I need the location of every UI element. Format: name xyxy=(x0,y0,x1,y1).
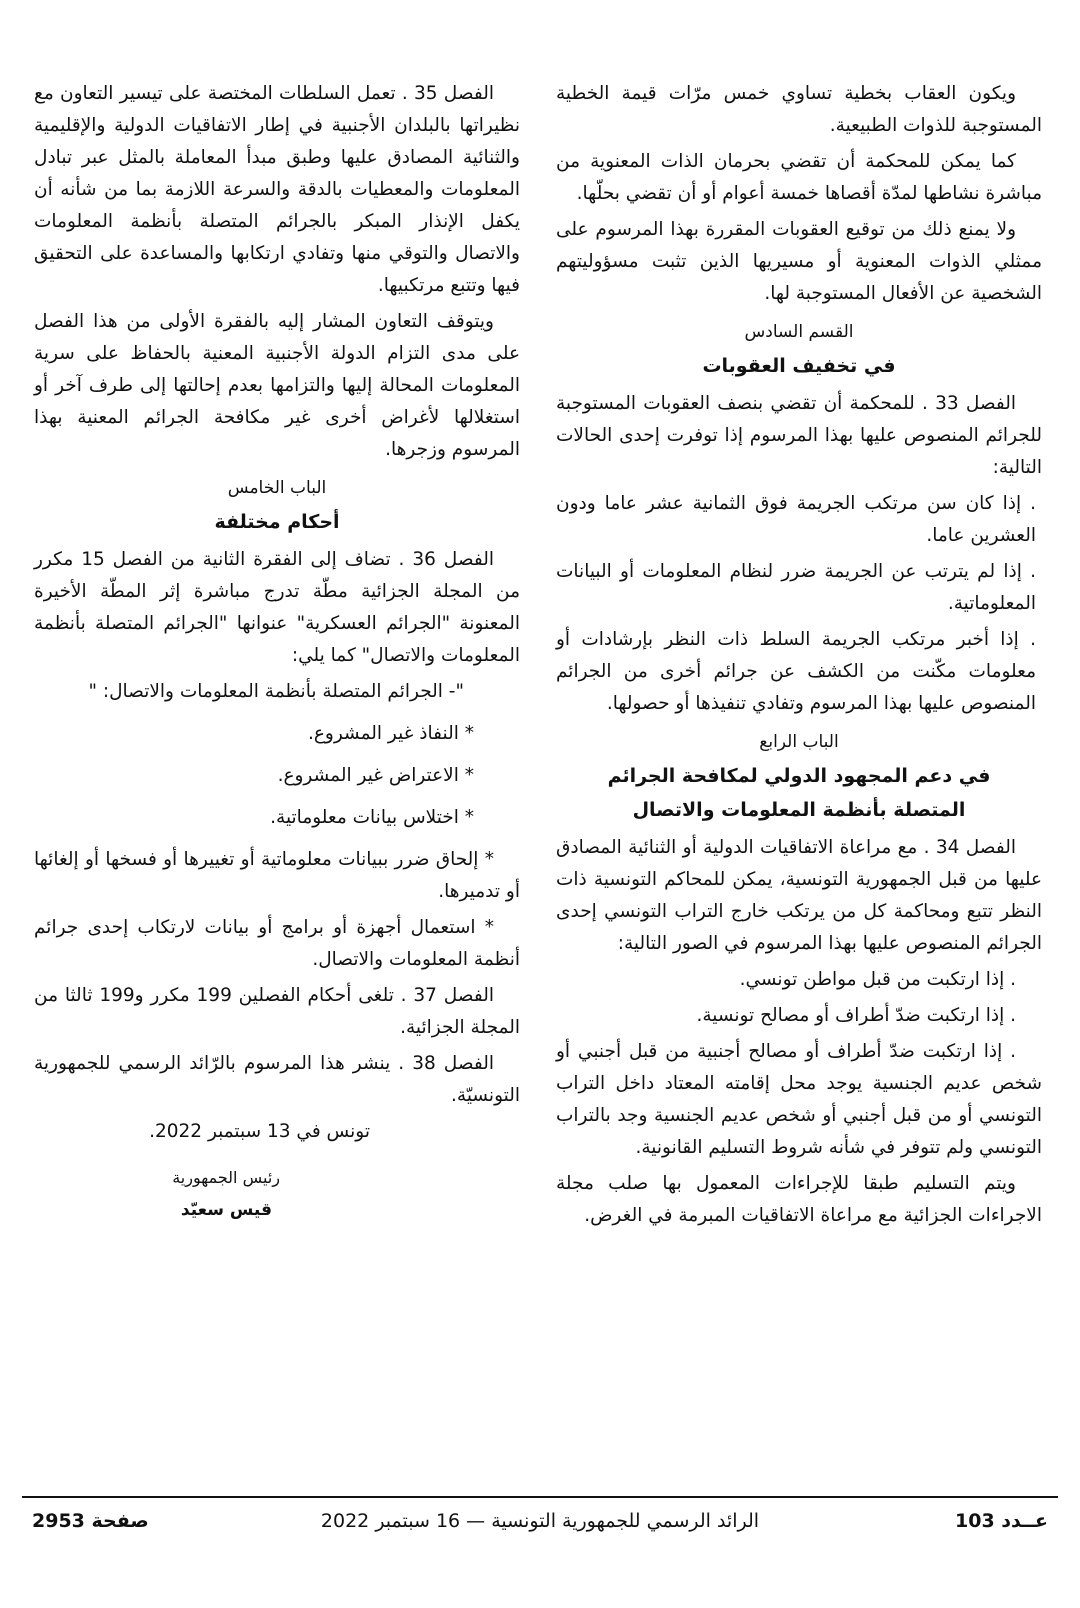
right-column xyxy=(556,78,1042,1236)
gazette-title: الرائد الرسمي للجمهورية التونسية — 16 سبتمبر 2022 xyxy=(320,1510,760,1532)
footer-divider xyxy=(22,1496,1058,1498)
list-item: * إلحاق ضرر ببيانات معلوماتية أو تغييرها أو فسخها أو إلغائها أو تدميرها. xyxy=(34,849,520,902)
paragraph: ويتم التسليم طبقا للإجراءات المعمول بها صلب مجلة الاجراءات الجزائية مع مراعاة الاتفاقيات المبرمة في الغرض. xyxy=(556,1173,1042,1226)
section-label: القسم السادس xyxy=(744,322,854,342)
article-35: الفصل 35 . تعمل السلطات المختصة على تيسير التعاون مع نظيراتها بالبلدان الأجنبية في إطار الاتفاقيات الدولية والإقليمية والثنائية المصادق عليها وطبق مبدأ المعاملة بالمثل عبر تبادل المعلومات والمعطيات بالدقة والسرعة اللازمة بما من شأنه أن يكفل الإنذار المبكر بالجرائم المتصلة بأنظمة المعلومات والاتصال والتوقي منها وتفادي ارتكابها والمساعدة على التحقيق فيها وتتبع مرتكبيها. xyxy=(34,83,520,296)
paragraph: ويتوقف التعاون المشار إليه بالفقرة الأولى من هذا الفصل على مدى التزام الدولة الأجنبية المعنية بالحفاظ على سرية المعلومات المحالة إليها والتزامها بعدم إحالتها إلى طرف آخر أو استغلالها لأغراض أخرى غير مكافحة الجرائم المعنية بهذا المرسوم وزجرها. xyxy=(34,311,520,460)
chapter-title-line-1: في دعم المجهود الدولي لمكافحة الجرائم xyxy=(607,765,991,787)
article-36: الفصل 36 . تضاف إلى الفقرة الثانية من الفصل 15 مكرر من المجلة الجزائية مطّة تدرج مباشرة إثر المطّة الأخيرة المعنونة "الجرائم العسكرية" عنوانها "الجرائم المتصلة بأنظمة المعلومات والاتصال" كما يلي: xyxy=(34,549,520,666)
list-item: . إذا أخبر مرتكب الجريمة السلط ذات النظر بإرشادات أو معلومات مكّنت من الكشف عن جرائم أخرى من الجرائم المنصوص عليها بهذا المرسوم وتفادي تنفيذها أو حصولها. xyxy=(556,629,1036,714)
chapter-label: الباب الخامس xyxy=(227,478,327,498)
section-title: في تخفيف العقوبات xyxy=(702,355,896,377)
article-37: الفصل 37 . تلغى أحكام الفصلين 199 مكرر و199 ثالثا من المجلة الجزائية. xyxy=(34,985,520,1038)
list-item: . إذا ارتكبت من قبل مواطن تونسي. xyxy=(739,969,1016,990)
list-item: * استعمال أجهزة أو برامج أو بيانات لارتكاب إحدى جرائم أنظمة المعلومات والاتصال. xyxy=(34,917,520,970)
list-item: . إذا لم يترتب عن الجريمة ضرر لنظام المعلومات أو البيانات المعلوماتية. xyxy=(556,561,1036,614)
page-footer xyxy=(22,1504,1058,1544)
chapter-label: الباب الرابع xyxy=(759,732,839,752)
quoted-heading: "- الجرائم المتصلة بأنظمة المعلومات والاتصال: " xyxy=(88,681,464,702)
paragraph: كما يمكن للمحكمة أن تقضي بحرمان الذات المعنوية من مباشرة نشاطها لمدّة أقصاها خمسة أعوام أو أن تقضي بحلّها. xyxy=(556,151,1042,204)
paragraph: ويكون العقاب بخطية تساوي خمس مرّات قيمة الخطية المستوجبة للذوات الطبيعية. xyxy=(556,83,1042,136)
date-line: تونس في 13 سبتمبر 2022. xyxy=(149,1121,370,1142)
signature-name: قيس سعيّد xyxy=(180,1200,272,1220)
paragraph: ولا يمنع ذلك من توقيع العقوبات المقررة بهذا المرسوم على ممثلي الذوات المعنوية أو مسيريها الذين تثبت مسؤوليتهم الشخصية عن الأفعال المستوجبة لها. xyxy=(556,219,1042,304)
page-number: صفحة 2953 xyxy=(32,1510,149,1532)
article-33: الفصل 33 . للمحكمة أن تقضي بنصف العقوبات المستوجبة للجرائم المنصوص عليها بهذا المرسوم إذا توفرت إحدى الحالات التالية: xyxy=(556,393,1042,478)
signature-title: رئيس الجمهورية xyxy=(172,1168,280,1187)
list-item: * الاعتراض غير المشروع. xyxy=(277,765,474,786)
chapter-title-line-2: المتصلة بأنظمة المعلومات والاتصال xyxy=(632,799,966,821)
list-item: . إذا ارتكبت ضدّ أطراف أو مصالح أجنبية من قبل أجنبي أو شخص عديم الجنسية يوجد محل إقامته المعتاد داخل التراب التونسي أو من قبل أجنبي أو شخص عديم الجنسية وجد بالتراب التونسي ولم تتوفر في شأنه شروط التسليم القانونية. xyxy=(556,1041,1042,1158)
list-item: * النفاذ غير المشروع. xyxy=(308,723,474,744)
list-item: * اختلاس بيانات معلوماتية. xyxy=(270,807,474,828)
chapter-title: أحكام مختلفة xyxy=(214,511,340,533)
list-item: . إذا كان سن مرتكب الجريمة فوق الثمانية عشر عاما ودون العشرين عاما. xyxy=(556,493,1036,546)
issue-number: عــدد 103 xyxy=(955,1510,1048,1532)
list-item: . إذا ارتكبت ضدّ أطراف أو مصالح تونسية. xyxy=(696,1005,1016,1026)
left-column xyxy=(34,78,520,1226)
article-38: الفصل 38 . ينشر هذا المرسوم بالرّائد الرسمي للجمهورية التونسيّة. xyxy=(34,1053,520,1106)
article-34: الفصل 34 . مع مراعاة الاتفاقيات الدولية أو الثنائية المصادق عليها من قبل الجمهورية التونسية، يمكن للمحاكم التونسية ذات النظر تتبع ومحاكمة كل من يرتكب خارج التراب التونسي إحدى الجرائم المنصوص عليها بهذا المرسوم في الصور التالية: xyxy=(556,837,1042,954)
